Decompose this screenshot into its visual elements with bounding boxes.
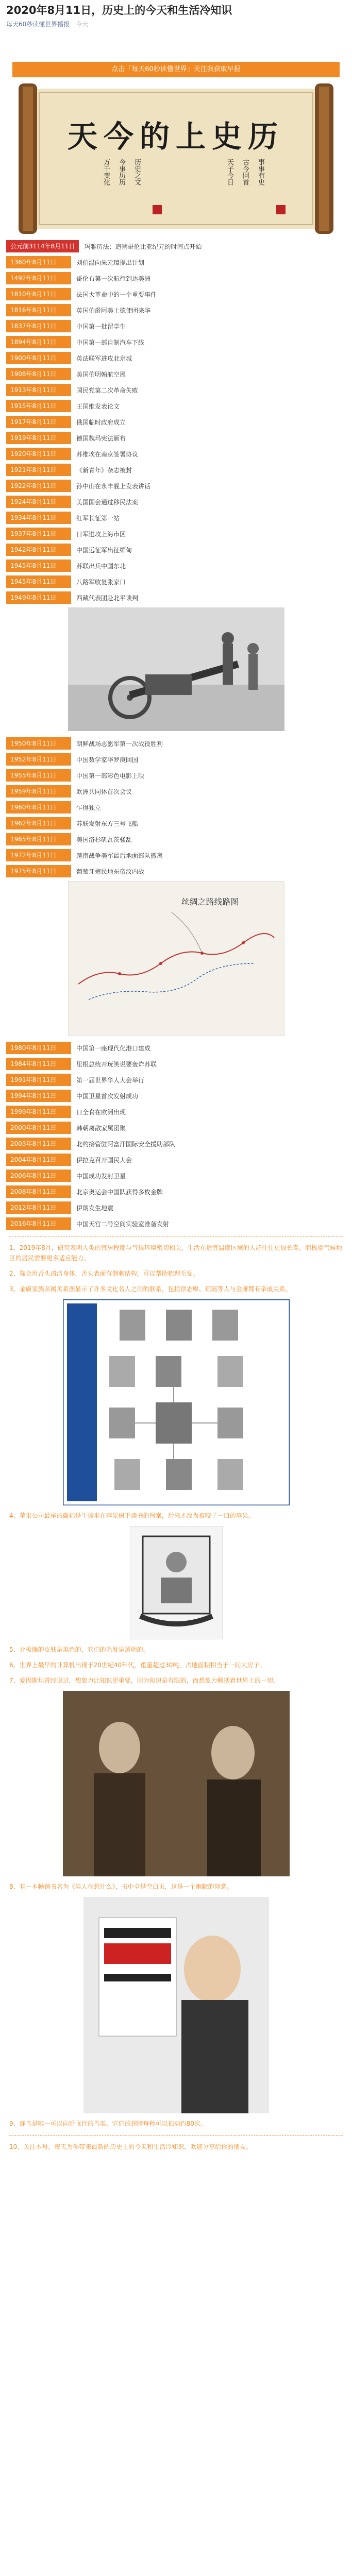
event-date-tag: 1919年8月11日	[6, 432, 71, 444]
event-description: 中国成功发射卫星	[76, 1172, 126, 1180]
event-date-tag: 1915年8月11日	[6, 400, 71, 412]
event-date-tag: 1934年8月11日	[6, 512, 71, 524]
historical-photo-artillery	[68, 607, 284, 731]
event-description: 美国国会通过移民法案	[76, 498, 139, 506]
event-description: 中国第一部彩色电影上映	[76, 772, 145, 779]
event-row	[6, 1217, 346, 1230]
event-row	[6, 1106, 346, 1118]
event-date-tag: 1949年8月11日	[6, 591, 71, 604]
event-row	[6, 240, 346, 252]
event-date-tag: 1894年8月11日	[6, 336, 71, 348]
event-description: 中国第一批留学生	[76, 323, 126, 330]
event-description: 伊朗发生地震	[76, 1204, 114, 1212]
historical-portrait-photo	[63, 1691, 290, 1876]
map-title: 丝绸之路线路图	[181, 897, 239, 907]
event-row	[6, 1185, 346, 1198]
event-date-tag: 2000年8月11日	[6, 1122, 71, 1134]
event-row	[6, 320, 346, 332]
event-date-tag: 1972年8月11日	[6, 849, 71, 861]
event-date-tag: 1942年8月11日	[6, 544, 71, 556]
event-description: 日军进攻上海市区	[76, 530, 126, 538]
event-row	[6, 849, 346, 861]
event-description: 朝鲜战场志愿军第一次战役胜利	[76, 740, 163, 748]
event-date-tag: 1960年8月11日	[6, 801, 71, 814]
event-description: 中国卫星首次发射成功	[76, 1092, 139, 1100]
event-row	[6, 448, 346, 460]
event-description: 美国伯明翰航空展	[76, 370, 126, 378]
event-row	[6, 368, 346, 380]
event-row	[6, 1074, 346, 1086]
event-date-tag: 1816年8月11日	[6, 304, 71, 316]
event-description: 里根总统开玩笑说要轰炸苏联	[76, 1060, 157, 1068]
event-description: 德国魏玛宪法颁布	[76, 434, 126, 442]
scroll-image	[3, 81, 349, 236]
event-date-tag: 2016年8月11日	[6, 1217, 71, 1230]
event-date-tag: 2006年8月11日	[6, 1170, 71, 1182]
event-row	[6, 817, 346, 829]
event-date-tag: 1962年8月11日	[6, 817, 71, 829]
red-seal-stamp	[153, 205, 162, 214]
event-date-tag: 1999年8月11日	[6, 1106, 71, 1118]
event-row	[6, 528, 346, 540]
event-description: 葡萄牙殖民地东帝汶内战	[76, 868, 145, 875]
event-description: 中国天宫二号空间实验室准备发射	[76, 1220, 170, 1228]
event-description: 英国伯爵阿美士德使团来华	[76, 307, 151, 314]
article-header	[0, 0, 352, 29]
article-body	[3, 62, 349, 2152]
event-date-tag: 1994年8月11日	[6, 1090, 71, 1102]
event-row	[6, 496, 346, 508]
fact-paragraph: 8、有一本畅销书名为《男人在想什么》，书中全是空白页，这是一个幽默的创意。	[9, 1883, 233, 1890]
event-description: 西藏代表团赴北平谈判	[76, 594, 139, 602]
scroll-col-text: 今事历历	[118, 159, 125, 185]
event-description: 越南战争美军最后地面部队撤离	[76, 852, 163, 859]
event-row	[6, 272, 346, 284]
event-description: 中国远征军出征缅甸	[76, 546, 132, 554]
family-tree-figure	[63, 1299, 290, 1505]
event-row	[6, 288, 346, 300]
fact-paragraph: 7、爱因斯坦曾经说过，想象力比知识更重要，因为知识是有限的，而想象力概括着世界上的一切。	[9, 1677, 279, 1684]
publish-date: 今天	[76, 21, 89, 28]
event-date-tag: 公元前3114年8月11日	[6, 240, 79, 252]
event-description: 中国数学家华罗庚回国	[76, 756, 139, 764]
event-date-tag: 1975年8月11日	[6, 865, 71, 877]
event-description: 法国大革命中的一个重要事件	[76, 291, 157, 298]
fact-paragraph: 5、北极熊的皮肤是黑色的，它们的毛发是透明的。	[9, 1646, 149, 1653]
fact-paragraph: 9、蜂鸟是唯一可以向后飞行的鸟类，它们的翅膀每秒可以拍动约80次。	[9, 2120, 207, 2127]
event-description: 中国第一部自制汽车下线	[76, 338, 145, 346]
fact-paragraph: 4、苹果公司最早的徽标是牛顿坐在苹果树下读书的图案，后来才改为被咬了一口的苹果。	[9, 1512, 255, 1519]
event-date-tag: 1950年8月11日	[6, 737, 71, 750]
event-description: 中国第一座现代化港口建成	[76, 1044, 151, 1052]
event-description: 红军长征第一站	[76, 514, 120, 522]
event-date-tag: 1921年8月11日	[6, 464, 71, 476]
event-date-tag: 1913年8月11日	[6, 384, 71, 396]
event-row	[6, 737, 346, 750]
fact-paragraph: 1、2019年8月，研究表明人类的宜居程度与气候环境密切相关，生活在适宜温度区域的人群往往更加长寿，而极端气候地区的居民需要更多适应能力。	[9, 1244, 342, 1262]
event-row	[6, 480, 346, 492]
section-divider	[9, 2135, 343, 2136]
article-title: 2020年8月11日，历史上的今天和生活冷知识	[6, 4, 232, 16]
event-row	[6, 384, 346, 396]
event-row	[6, 352, 346, 364]
event-description: 北京奥运会中国队获得多枚金牌	[76, 1188, 163, 1196]
event-date-tag: 1991年8月11日	[6, 1074, 71, 1086]
event-row	[6, 785, 346, 798]
event-row	[6, 575, 346, 588]
event-date-tag: 2003年8月11日	[6, 1138, 71, 1150]
event-date-tag: 1360年8月11日	[6, 256, 71, 268]
event-row	[6, 560, 346, 572]
event-description: 哥伦布第一次航行到达美洲	[76, 275, 151, 282]
event-row	[6, 416, 346, 428]
event-date-tag: 1945年8月11日	[6, 575, 71, 588]
scroll-col-text: 历史之文	[133, 159, 141, 185]
event-date-tag: 2008年8月11日	[6, 1185, 71, 1198]
event-date-tag: 1984年8月11日	[6, 1058, 71, 1070]
event-date-tag: 1908年8月11日	[6, 368, 71, 380]
event-description: 英法联军进攻北京城	[76, 354, 132, 362]
event-row	[6, 801, 346, 814]
event-date-tag: 1920年8月11日	[6, 448, 71, 460]
apple-logo-figure	[130, 1526, 223, 1639]
event-date-tag: 1924年8月11日	[6, 496, 71, 508]
events-list	[3, 737, 349, 877]
map-illustration	[68, 881, 284, 1036]
event-description: 苏维埃在南京签署协议	[76, 450, 139, 458]
event-description: 孙中山在永丰舰上发表讲话	[76, 482, 151, 490]
scroll-col-text: 事事有史	[257, 159, 264, 185]
event-description: 伊拉克召开国民大会	[76, 1156, 132, 1164]
fact-paragraph: 2、猫会用舌头清洁身体，舌头表面有倒刺结构，可以帮助梳理毛发。	[9, 1270, 199, 1277]
event-row	[6, 865, 346, 877]
event-row	[6, 591, 346, 604]
event-date-tag: 1900年8月11日	[6, 352, 71, 364]
event-row	[6, 769, 346, 782]
event-description: 欧洲共同体首次会议	[76, 788, 132, 795]
event-date-tag: 1917年8月11日	[6, 416, 71, 428]
event-description: 第一届世界华人大会举行	[76, 1076, 145, 1084]
event-row	[6, 1138, 346, 1150]
event-date-tag: 1922年8月11日	[6, 480, 71, 492]
follow-banner[interactable]: 点击「每天60秒读懂世界」关注我获取早报	[12, 62, 340, 77]
scroll-calligraphy-title: 天今的上史历	[67, 119, 284, 154]
event-description: 美国洛杉矶瓦茨骚乱	[76, 836, 132, 843]
event-row	[6, 544, 346, 556]
event-description: 日全食在欧洲出现	[76, 1108, 126, 1116]
event-description: 《新青年》杂志被封	[76, 466, 132, 474]
event-row	[6, 1170, 346, 1182]
event-description: 俄国临时政府成立	[76, 418, 126, 426]
red-seal-stamp	[276, 205, 286, 214]
event-row	[6, 833, 346, 845]
event-row	[6, 304, 346, 316]
event-date-tag: 2012年8月11日	[6, 1201, 71, 1214]
event-row	[6, 1154, 346, 1166]
event-row	[6, 1122, 346, 1134]
event-row	[6, 432, 346, 444]
event-description: 苏联发射东方三号飞船	[76, 820, 139, 827]
event-row	[6, 1201, 346, 1214]
scroll-col-text: 万千变化	[102, 159, 110, 185]
events-list	[3, 1042, 349, 1230]
event-description: 韩朝离散家属团聚	[76, 1124, 126, 1132]
event-date-tag: 1959年8月11日	[6, 785, 71, 798]
event-description: 八路军收复张家口	[76, 578, 126, 586]
book-cover-photo	[83, 1897, 269, 2113]
events-list	[3, 240, 349, 604]
event-description: 乍得独立	[76, 804, 102, 811]
account-name-link[interactable]: 每天60秒读懂世界播报	[6, 21, 70, 28]
event-date-tag: 1810年8月11日	[6, 288, 71, 300]
event-description: 刘伯温向朱元璋提出计划	[76, 259, 145, 266]
event-description: 玛雅历法：追朔哥伦比亚纪元的时间点开始	[84, 243, 202, 250]
event-row	[6, 1042, 346, 1054]
event-description: 北约接管驻阿富汗国际安全援助部队	[76, 1140, 176, 1148]
footer-note: 10、关注本号，每天为你带来最新的历史上的今天和生活冷知识，欢迎分享给你的朋友。	[9, 2143, 253, 2150]
facts-section	[3, 1243, 349, 2129]
event-date-tag: 1955年8月11日	[6, 769, 71, 782]
event-row	[6, 336, 346, 348]
event-row	[6, 256, 346, 268]
fact-paragraph: 3、金庸家族亲属关系图显示了许多文化名人之间的联系，包括徐志摩、琼瑶等人与金庸都有亲戚关系。	[9, 1285, 292, 1293]
event-description: 王国维发表论文	[76, 402, 120, 410]
scroll-col-text: 古今回首	[241, 159, 249, 185]
event-description: 国民党第二次革命失败	[76, 386, 139, 394]
event-date-tag: 1837年8月11日	[6, 320, 71, 332]
event-row	[6, 512, 346, 524]
event-date-tag: 1965年8月11日	[6, 833, 71, 845]
event-date-tag: 2004年8月11日	[6, 1154, 71, 1166]
event-date-tag: 1980年8月11日	[6, 1042, 71, 1054]
fact-paragraph: 6、世界上最早的计算机出现于20世纪40年代，重量超过30吨，占地面积相当于一间大房子。	[9, 1662, 266, 1669]
event-date-tag: 1937年8月11日	[6, 528, 71, 540]
event-row	[6, 464, 346, 476]
event-row	[6, 1058, 346, 1070]
event-row	[6, 753, 346, 766]
event-row	[6, 400, 346, 412]
event-date-tag: 1945年8月11日	[6, 560, 71, 572]
article-meta	[6, 20, 346, 29]
event-row	[6, 1090, 346, 1102]
scroll-col-text: 天子今日	[226, 159, 233, 185]
event-date-tag: 1492年8月11日	[6, 272, 71, 284]
silk-road-map	[68, 881, 284, 1036]
event-description: 苏联出兵中国东北	[76, 562, 126, 570]
event-date-tag: 1952年8月11日	[6, 753, 71, 766]
